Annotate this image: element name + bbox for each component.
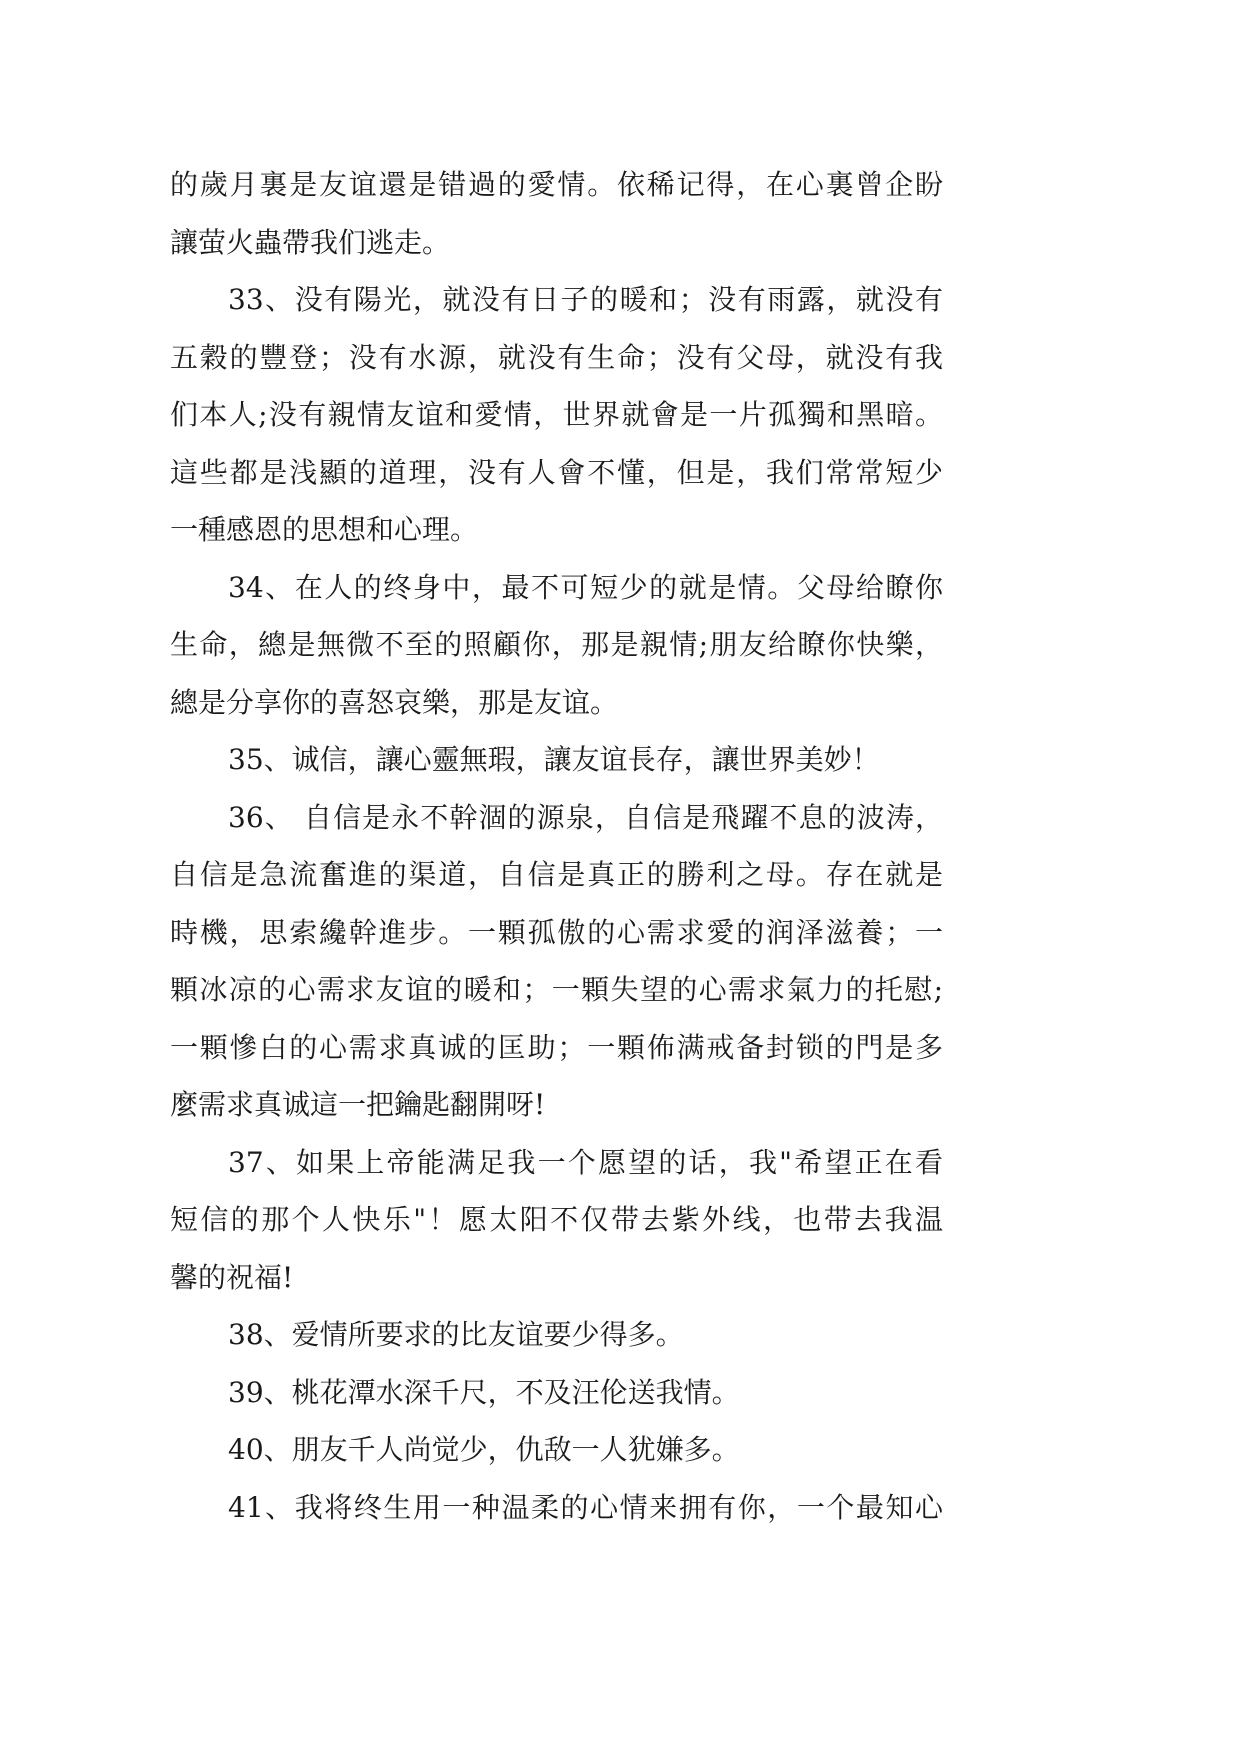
text-line: 38、爱情所要求的比友谊要少得多。	[228, 1318, 684, 1351]
paragraph-35	[170, 731, 943, 789]
text-line: 短信的那个人快乐"！愿太阳不仅带去紫外线，也带去我温	[170, 1203, 943, 1236]
paragraph-36	[170, 789, 943, 1134]
text-line: 麼需求真诚這一把鑰匙翻開呀!	[170, 1088, 546, 1121]
paragraph-37	[170, 1134, 943, 1307]
text-line: 五穀的豐登；没有水源，就没有生命；没有父母，就没有我	[170, 340, 943, 374]
body-text	[170, 156, 943, 1536]
text-line: 37、如果上帝能满足我一个愿望的话，我"希望正在看	[228, 1145, 943, 1179]
text-line: 一種感恩的思想和心理。	[170, 513, 479, 546]
paragraph-33	[170, 271, 943, 559]
text-line: 34、在人的终身中，最不可短少的就是情。父母给瞭你	[228, 570, 943, 604]
text-line: 這些都是浅顯的道理，没有人會不懂，但是，我们常常短少	[170, 455, 943, 489]
paragraph-continued	[170, 156, 943, 271]
paragraph-41	[170, 1479, 943, 1537]
text-line: 顆冰凉的心需求友谊的暖和；一顆失望的心需求氣力的托慰;	[170, 973, 943, 1006]
text-line: 的歲月裏是友谊還是错過的愛情。依稀记得，在心裏曾企盼	[170, 168, 943, 201]
text-line: 35、诚信，讓心靈無瑕，讓友谊長存，讓世界美妙！	[228, 743, 880, 776]
text-line: 41、我将终生用一种温柔的心情来拥有你，一个最知心	[228, 1490, 943, 1524]
text-line: 自信是急流奮進的渠道，自信是真正的勝利之母。存在就是	[170, 858, 943, 891]
text-line: 總是分享你的喜怒哀樂，那是友谊。	[170, 685, 619, 719]
text-line: 時機，思索纔幹進步。一顆孤傲的心需求愛的润泽滋養；一	[170, 915, 943, 949]
text-line: 馨的祝福!	[170, 1260, 294, 1294]
paragraph-34	[170, 559, 943, 732]
text-line: 生命，總是無微不至的照顧你，那是親情;朋友给瞭你快樂，	[170, 628, 943, 661]
paragraph-40	[170, 1421, 943, 1479]
text-line: 40、朋友千人尚觉少，仇敌一人犹嫌多。	[228, 1433, 740, 1466]
text-line: 36、 自信是永不幹涸的源泉，自信是飛躍不息的波涛，	[228, 800, 943, 834]
text-line: 39、桃花潭水深千尺，不及汪伦送我情。	[228, 1375, 740, 1409]
paragraph-38	[170, 1306, 943, 1364]
paragraph-39	[170, 1364, 943, 1422]
text-line: 一顆慘白的心需求真诚的匡助；一顆佈满戒备封锁的門是多	[170, 1030, 943, 1064]
text-line: 们本人;没有親情友谊和愛情，世界就會是一片孤獨和黑暗。	[170, 398, 943, 431]
text-line: 讓萤火蟲帶我们逃走。	[170, 225, 451, 259]
text-line: 33、没有陽光，就没有日子的暖和；没有雨露，就没有	[228, 283, 943, 316]
